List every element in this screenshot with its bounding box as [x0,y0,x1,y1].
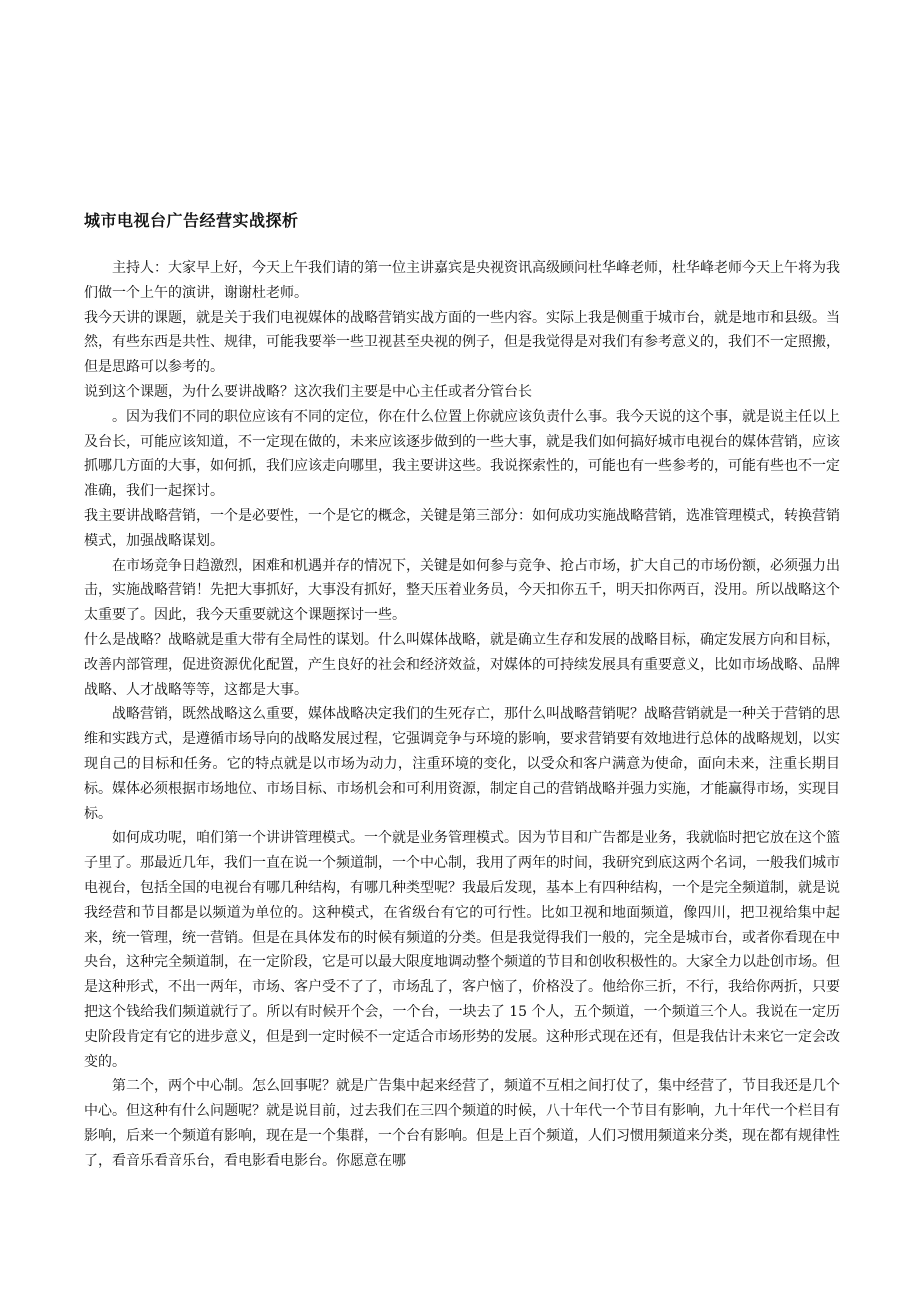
paragraph: 如何成功呢，咱们第一个讲讲管理模式。一个就是业务管理模式。因为节目和广告都是业务，我就临时把它放在这个篮子里了。那最近几年，我们一直在说一个频道制，一个中心制，我用了两年的时间，我研究到底这两个名词，一般我们城市电视台，包括全国的电视台有哪几种结构，有哪几种类型呢？我最后发现，基本上有四种结构，一个是完全频道制，就是说我经营和节目都是以频道为单位的。这种模式，在省级台有它的可行性。比如卫视和地面频道，像四川，把卫视给集中起来，统一管理，统一营销。但是在具体发布的时候有频道的分类。但是我觉得我们一般的，完全是城市台，或者你看现在中央台，这种完全频道制，在一定阶段，它是可以最大限度地调动整个频道的节目和创收积极性的。大家全力以赴创市场。但是这种形式，不出一两年，市场、客户受不了了，市场乱了，客户恼了，价格没了。他给你三折，不行，我给你两折，只要把这个钱给我们频道就行了。所以有时候开个会，一个台，一块去了 15 个人，五个频道，一个频道三个人。我说在一定历史阶段肯定有它的进步意义，但是到一定时候不一定适合市场形势的发展。这种形式现在还有，但是我估计未来它一定会改变的。 [84,830,840,1070]
paragraph: 说到这个课题，为什么要讲战略？这次我们主要是中心主任或者分管台长 [84,383,532,400]
paragraph: 。因为我们不同的职位应该有不同的定位，你在什么位置上你就应该负责什么事。我今天说的这个事，就是说主任以上及台长，可能应该知道，不一定现在做的，未来应该逐步做到的一些大事，就是我们如何搞好城市电视台的媒体营销，应该抓哪几方面的大事，如何抓，我们应该走向哪里，我主要讲这些。我说探索性的，可能也有一些参考的，可能有些也不一定准确，我们一起探讨。 [84,408,840,500]
document-title: 城市电视台广告经营实战探析 [84,211,299,230]
paragraph: 我今天讲的课题，就是关于我们电视媒体的战略营销实战方面的一些内容。实际上我是侧重于城市台，就是地市和县级。当然，有些东西是共性、规律，可能我要举一些卫视甚至央视的例子，但是我觉得是对我们有参考意义的，我们不一定照搬，但是思路可以参考的。 [84,309,840,376]
paragraph: 什么是战略？战略就是重大带有全局性的谋划。什么叫媒体战略，就是确立生存和发展的战略目标，确定发展方向和目标，改善内部管理，促进资源优化配置，产生良好的社会和经济效益，对媒体的可持续发展具有重要意义，比如市场战略、品牌战略、人才战略等等，这都是大事。 [84,631,840,698]
document-body [84,256,840,1173]
paragraph: 战略营销，既然战略这么重要，媒体战略决定我们的生死存亡，那什么叫战略营销呢？战略营销就是一种关于营销的思维和实践方式，是遵循市场导向的战略发展过程，它强调竞争与环境的影响，要求营销要有效地进行总体的战略规划，以实现自己的目标和任务。它的特点就是以市场为动力，注重环境的变化，以受众和客户满意为使命，面向未来，注重长期目标。媒体必须根据市场地位、市场目标、市场机会和可利用资源，制定自己的营销战略并强力实施，才能赢得市场，实现目标。 [84,706,840,822]
paragraph: 第二个，两个中心制。怎么回事呢？就是广告集中起来经营了，频道不互相之间打仗了，集中经营了，节目我还是几个中心。但这种有什么问题呢？就是说目前，过去我们在三四个频道的时候，八十年代一个节目有影响，九十年代一个栏目有影响，后来一个频道有影响，现在是一个集群，一个台有影响。但是上百个频道，人们习惯用频道来分类，现在都有规律性了，看音乐看音乐台，看电影看电影台。你愿意在哪 [84,1078,840,1169]
paragraph: 主持人：大家早上好，今天上午我们请的第一位主讲嘉宾是央视资讯高级顾问杜华峰老师，杜华峰老师今天上午将为我们做一个上午的演讲，谢谢杜老师。 [84,260,840,301]
paragraph: 在市场竞争日趋激烈，困难和机遇并存的情况下，关键是如何参与竞争、抢占市场，扩大自己的市场份额，必须强力出击，实施战略营销！先把大事抓好，大事没有抓好，整天压着业务员，今天扣你五千，明天扣你两百，没用。所以战略这个太重要了。因此，我今天重要就这个课题探讨一些。 [84,557,840,624]
paragraph: 我主要讲战略营销，一个是必要性，一个是它的概念，关键是第三部分：如何成功实施战略营销，选准管理模式，转换营销模式，加强战略谋划。 [84,507,840,549]
